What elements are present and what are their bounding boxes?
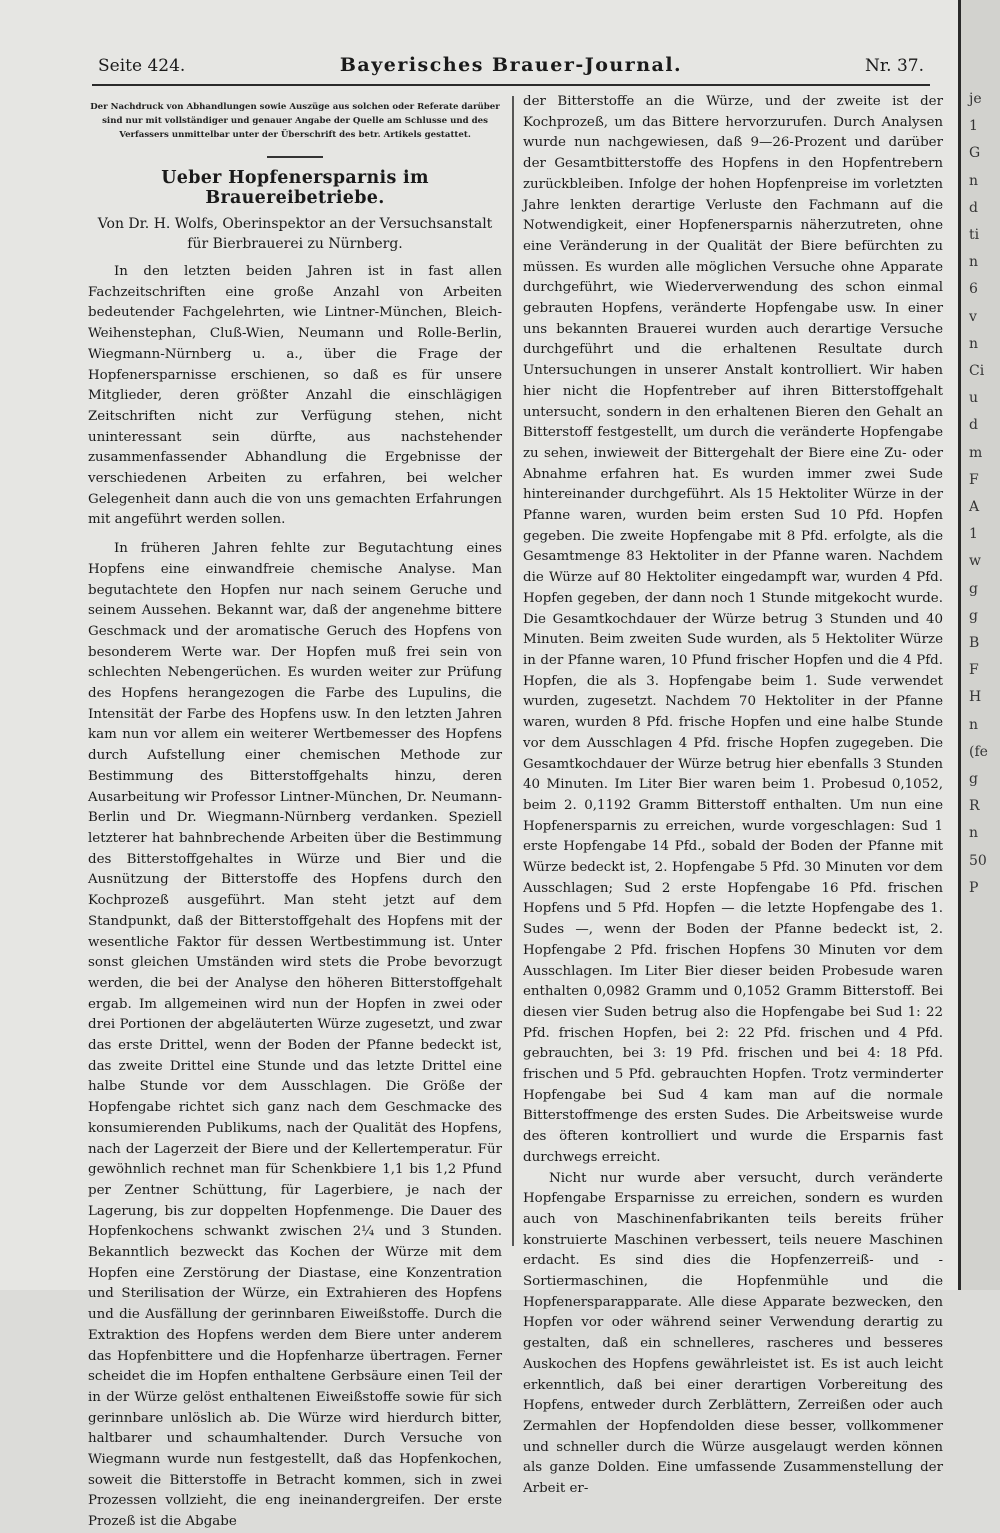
edge-fragment: je: [969, 91, 982, 107]
edge-fragment: 6: [969, 281, 978, 298]
edge-fragment: G: [969, 145, 981, 162]
reprint-notice: Der Nachdruck von Abhandlungen sowie Auszüge aus solchen oder Referate darüber sind nur mit vollständiger und genauer Angabe der Quelle am Schlusse und des Verfassers unmittelbar unter der Überschrift des betr. Artikels gestattet.: [90, 102, 500, 140]
edge-fragment: w: [969, 553, 981, 570]
edge-fragment: A: [969, 499, 980, 516]
adjacent-page-edge: [958, 0, 1000, 1290]
article-continuation: der Bitterstoffe an die Würze, und der zweite ist der Kochprozeß, um das Bittere hervorzurufen. Durch Analysen wurde nun nachgewiesen, daß 9—26-Prozent und darüber der Gesamtbitterstoffe des Hopfens in den Hopfentrebern zurückbleiben. Infolge der hohen Hopfenpreise im vorletzten Jahre lenkten derartige Verluste den Fachmann auf die Notwendigkeit, einer Hopfenersparnis näherzutreten, ohne eine Veränderung in der Qualität der Biere befürchten zu müssen. Es wurden alle möglichen Versuche ohne Apparate durchgeführt, wie Wiederverwendung des schon einmal gebrauten Hopfens, veränderte Hopfengabe usw. In einer uns bekannten Brauerei wurden auch derartige Versuche durchgeführt und die erhaltenen Resultate durch Untersuchungen in unserer Anstalt kontrolliert. Wir haben hier nicht die Hopfentreber auf ihren Bitterstoffgehalt untersucht, sondern in den erhaltenen Bieren den Gehalt an Bitterstoff festgestellt, um durch die veränderte Hopfengabe zu sehen, inwieweit der Bittergehalt der Biere eine Zu- oder Abnahme erfahren hat. Es wurden immer zwei Sude hintereinander durchgeführt. Als 15 Hektoliter Würze in der Pfanne waren, wurden beim ersten Sud 10 Pfd. Hopfen gegeben. Die zweite Hopfengabe mit 8 Pfd. erfolgte, als die Gesamtmenge 83 Hektoliter in der Pfanne waren. Nachdem die Würze auf 80 Hektoliter eingedampft war, wurden 4 Pfd. Hopfen gegeben, der dann noch 1 Stunde mitgekocht wurde. Die Gesamtkochdauer der Würze betrug 3 Stunden und 40 Minuten. Beim zweiten Sude wurden, als 5 Hektoliter Würze in der Pfanne waren, 10 Pfund frischer Hopfen und die 4 Pfd. Hopfen, die als 3. Hopfengabe beim 1. Sude verwendet wurden, zugesetzt. Nachdem 70 Hektoliter in der Pfanne waren, wurden 8 Pfd. frische Hopfen und eine halbe Stunde vor dem Ausschlagen 4 Pfd. frische Hopfen zugegeben. Die Gesamtkochdauer der Würze betrug hier ebenfalls 3 Stunden 40 Minuten. Im Liter Bier waren beim 1. Probesud 0,1052, beim 2. 0,1192 Gramm Bitterstoff enthalten. Um nun eine Hopfenersparnis zu erreichen, wurde vorgeschlagen: Sud 1 erste Hopfengabe 14 Pfd., sobald der Boden der Pfanne mit Würze bedeckt ist, 2. Hopfengabe 5 Pfd. 30 Minuten vor dem Ausschlagen; Sud 2 erste Hopfengabe 16 Pfd. frischen Hopfens und 5 Pfd. Hopfen — die letzte Hopfengabe des 1. Sudes —, wenn der Boden der Pfanne bedeckt ist, 2. Hopfengabe 2 Pfd. frischen Hopfens 30 Minuten vor dem Ausschlagen. Im Liter Bier dieser beiden Probesude waren enthalten 0,0982 Gramm und 0,1052 Gramm Bitterstoff. Bei diesen vier Suden betrug also die Hopfengabe bei Sud 1: 22 Pfd. frischen Hopfen, bei 2: 22 Pfd. frischen und 4 Pfd. gebrauchten, bei 3: 19 Pfd. frischen und bei 4: 18 Pfd. frischen und 5 Pfd. gebrauchten Hopfen. Trotz verminderter Hopfengabe bei Sud 4 kam man auf die normale Bitterstoffmenge des ersten Sudes. Die Arbeitsweise wurde des öfteren kontrolliert und wurde die Ersparnis fast durchwegs erreicht.: [523, 94, 943, 1165]
edge-fragment: g: [969, 607, 978, 624]
edge-fragment: n: [969, 172, 979, 189]
edge-fragment: m: [969, 444, 983, 461]
edge-fragment: n: [969, 335, 979, 352]
edge-fragment: P: [969, 879, 979, 896]
edge-fragment: n: [969, 254, 979, 271]
article-paragraph-1: In den letzten beiden Jahren ist in fast allen Fachzeitschriften eine große Anzahl von Arbeiten bedeutender Fachgelehrten, wie Lintner-München, Bleich-Weihenstephan, Cluß-Wien, Neumann und Rolle-Berlin, Wiegmann-Nürnberg u. a., über die Frage der Hopfenersparnisse erschienen, so daß es für unsere Mitglieder, deren größter Anzahl die einschlägigen Zeitschriften nicht zur Verfügung stehen, nicht uninteressant sein dürfte, aus nachstehender zusammenfassender Abhandlung die Ergebnisse der verschiedenen Arbeiten zu erfahren, bei welcher Gelegenheit dann auch die von uns gemachten Erfahrungen mit angeführt werden sollen.: [88, 264, 502, 528]
edge-fragment: F: [969, 662, 979, 679]
edge-fragment: Ci: [969, 363, 985, 380]
edge-fragment: H: [969, 689, 982, 706]
column-divider: [512, 96, 514, 1246]
edge-fragment: v: [969, 308, 977, 325]
article-title: Ueber Hopfenersparnis im Brauereibetriebe.: [161, 168, 429, 208]
edge-fragment: n: [969, 716, 979, 733]
edge-fragment: u: [969, 390, 979, 407]
article-paragraph-3: Nicht nur wurde aber versucht, durch veränderte Hopfengabe Ersparnisse zu erreichen, sondern es wurden auch von Maschinenfabrikanten teils bereits früher konstruierte Maschinen verbessert, teils neuere Maschinen erdacht. Es sind dies die Hopfenzerreiß- und -Sortiermaschinen, die Hopfenmühle und die Hopfenersparapparate. Alle diese Apparate bezwecken, den Hopfen vor oder während seiner Verwendung derartig zu gestalten, daß ein schnelleres, rascheres und besseres Auskochen des Hopfens gewährleistet ist. Es ist auch leicht erkenntlich, daß bei einer derartigen Vorbereitung des Hopfens, entweder durch Zerblättern, Zerreißen oder auch Zermahlen der Hopfendolden diese besser, vollkommener und schneller durch die Würze ausgelaugt werden können als ganze Dolden. Eine umfassende Zusammenstellung der Arbeit er-: [523, 1170, 943, 1497]
right-column: [523, 92, 943, 1500]
article-byline: Von Dr. H. Wolfs, Oberinspektor an der Versuchsanstalt für Bierbrauerei zu Nürnberg.: [97, 216, 493, 252]
page-header: [92, 52, 930, 84]
article-paragraph-2: In früheren Jahren fehlte zur Begutachtung eines Hopfens eine einwandfreie chemische Analyse. Man begutachtete den Hopfen nur nach seinem Geruche und seinem Aussehen. Bekannt war, daß der angenehme bittere Geschmack und der aromatische Geruch des Hopfens von besonderem Werte war. Der Hopfen muß frei sein von schlechten Nebengerüchen. Es wurden weiter zur Prüfung des Hopfens herangezogen die Farbe des Lupulins, die Intensität der Farbe des Hopfens usw. In den letzten Jahren kam nun vor allem ein weiterer Wertbemesser des Hopfens durch Aufstellung einer chemischen Methode zur Bestimmung des Bitterstoffgehalts hinzu, deren Ausarbeitung wir Professor Lintner-München, Dr. Neumann-Berlin und Dr. Wiegmann-Nürnberg verdanken. Speziell letzterer hat bahnbrechende Arbeiten über die Bestimmung des Bitterstoffgehaltes in Würze und Bier und die Ausnützung der Bitterstoffe des Hopfens durch den Kochprozeß ausgeführt. Man steht jetzt auf dem Standpunkt, daß der Bitterstoffgehalt des Hopfens mit der wesentliche Faktor für dessen Wertbestimmung ist. Unter sonst gleichen Umständen wird stets die Probe bevorzugt werden, die bei der Analyse den höheren Bitterstoffgehalt ergab. Im allgemeinen wird nun der Hopfen in zwei oder drei Portionen der abgeläuterten Würze zugesetzt, und zwar das erste Drittel, wenn der Boden der Pfanne bedeckt ist, das zweite Drittel eine Stunde und das letzte Drittel eine halbe Stunde vor dem Ausschlagen. Die Größe der Hopfengabe richtet sich ganz nach dem Geschmacke des konsumierenden Publikums, nach der Qualität des Hopfens, nach der Lagerzeit der Biere und der Kellertemperatur. Für gewöhnlich rechnet man für Schenkbiere 1,1 bis 1,2 Pfund per Zentner Schüttung, für Lagerbiere, je nach der Lagerung, bis zur doppelten Hopfenmenge. Die Dauer des Hopfenkochens schwankt zwischen 2¼ und 3 Stunden. Bekanntlich bezweckt das Kochen der Würze mit dem Hopfen eine Zerstörung der Diastase, eine Konzentration und Sterilisation der Würze, ein Extrahieren des Hopfens und die Ausfällung der gerinnbaren Eiweißstoffe. Durch die Extraktion des Hopfens werden dem Biere unter anderem das Hopfenbittere und die Hopfenharze übertragen. Ferner scheidet die im Hopfen enthaltene Gerbsäure einen Teil der in der Würze gelöst enthaltenen Eiweißstoffe sowie für sich gerinnbare unlöslich ab. Die Würze wird hierdurch bitter, haltbarer und schaumhaltender. Durch Versuche von Wiegmann wurde nun festgestellt, daß das Hopfenkochen, soweit die Bitterstoffe in Betracht kommen, sich in zwei Prozessen vollzieht, die eng ineinandergreifen. Der erste Prozeß ist die Abgabe: [88, 541, 502, 1530]
edge-fragment: (fe: [969, 743, 988, 760]
edge-fragment: ti: [969, 227, 980, 244]
edge-fragment: d: [969, 417, 978, 434]
notice-divider: [267, 156, 323, 158]
edge-fragment: R: [969, 798, 980, 815]
edge-fragment: F: [969, 471, 979, 488]
page-number: Seite 424.: [98, 56, 186, 76]
edge-fragment: 50: [969, 852, 987, 869]
edge-fragment: g: [969, 771, 978, 788]
left-column: [88, 100, 502, 1533]
edge-fragment: 1: [969, 118, 978, 135]
issue-number: Nr. 37.: [865, 56, 924, 76]
journal-title: Bayerisches Brauer-Journal.: [339, 54, 683, 76]
edge-fragment: n: [969, 825, 979, 842]
edge-fragment: B: [969, 635, 980, 652]
header-divider: [92, 84, 930, 86]
edge-fragment: d: [969, 199, 978, 216]
edge-fragment: g: [969, 580, 978, 597]
edge-fragment: 1: [969, 526, 978, 543]
